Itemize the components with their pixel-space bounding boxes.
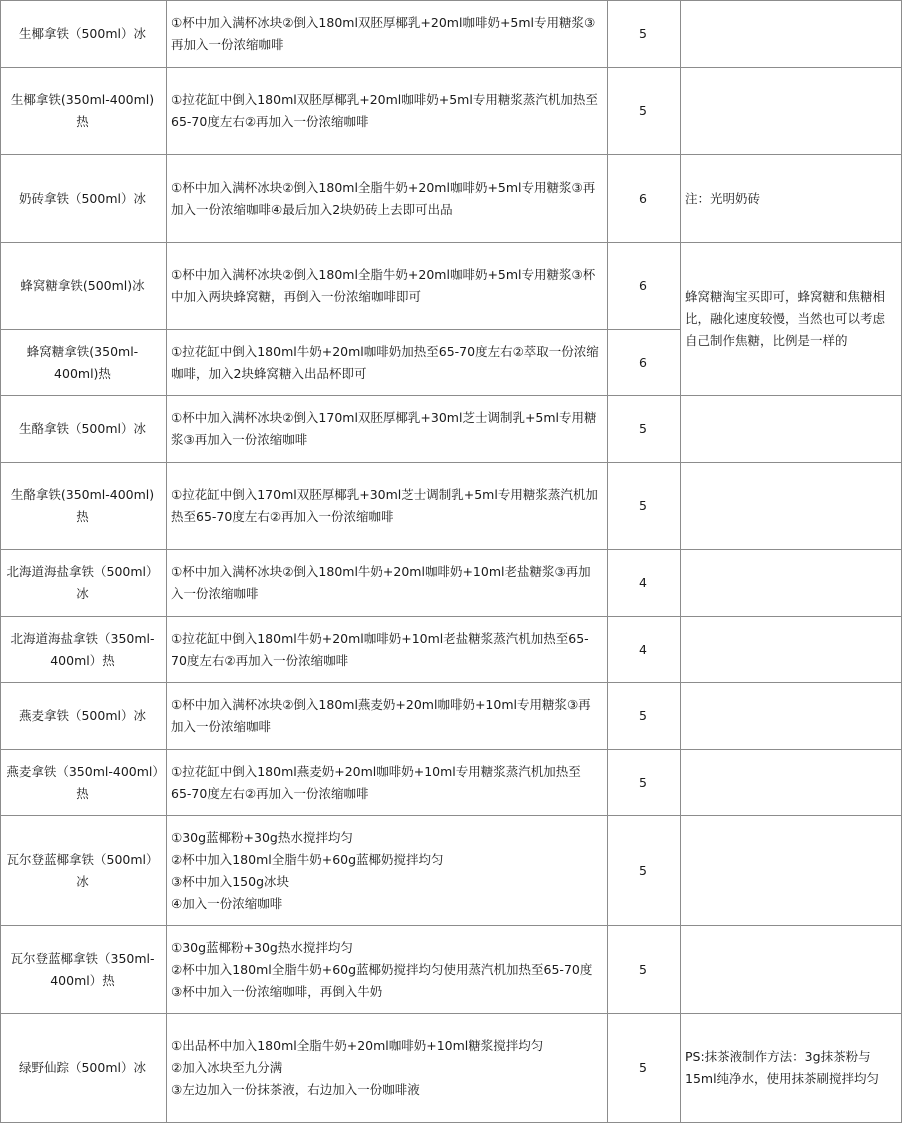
table-row bbox=[1, 816, 902, 926]
method-line: ①拉花缸中倒入180ml牛奶+20ml咖啡奶加热至65-70度左右②萃取一份浓缩咖啡，加入2块蜂窝糖入出品杯即可 bbox=[171, 343, 599, 381]
method-line: ②加入冰块至九分满 bbox=[171, 1060, 283, 1075]
method-line: ①杯中加入满杯冰块②倒入180ml全脂牛奶+20ml咖啡奶+5ml专用糖浆③杯中加入两块蜂窝糖，再倒入一份浓缩咖啡即可 bbox=[171, 267, 596, 304]
note-cell bbox=[681, 926, 902, 1014]
note-cell bbox=[681, 463, 902, 550]
method-line: ③左边加入一份抹茶液，右边加入一份咖啡液 bbox=[171, 1082, 420, 1097]
table-row bbox=[1, 155, 902, 243]
quantity-cell: 5 bbox=[608, 683, 681, 750]
method-cell bbox=[167, 155, 608, 243]
quantity-cell: 5 bbox=[608, 1, 681, 68]
method-cell bbox=[167, 396, 608, 463]
drink-name: 奶砖拿铁（500ml）冰 bbox=[1, 155, 167, 243]
method-line: ③杯中加入150g冰块 bbox=[171, 873, 289, 889]
method-line: ②杯中加入180ml全脂牛奶+60g蓝椰奶搅拌均匀使用蒸汽机加热至65-70度 bbox=[171, 961, 593, 977]
table-row bbox=[1, 683, 902, 750]
quantity-cell: 4 bbox=[608, 617, 681, 683]
method-line: ①杯中加入满杯冰块②倒入180ml燕麦奶+20ml咖啡奶+10ml专用糖浆③再加入一份浓缩咖啡 bbox=[171, 697, 591, 734]
quantity-cell: 5 bbox=[608, 816, 681, 926]
method-line: ①拉花缸中倒入180ml牛奶+20ml咖啡奶+10ml老盐糖浆蒸汽机加热至65-70度左右②再加入一份浓缩咖啡 bbox=[171, 630, 589, 668]
table-row bbox=[1, 1, 902, 68]
quantity-cell: 6 bbox=[608, 243, 681, 330]
quantity-cell: 6 bbox=[608, 155, 681, 243]
method-cell bbox=[167, 926, 608, 1014]
drink-name: 绿野仙踪（500ml）冰 bbox=[1, 1014, 167, 1123]
table-row bbox=[1, 750, 902, 816]
method-line: ①30g蓝椰粉+30g热水搅拌均匀 bbox=[171, 829, 353, 845]
method-line: ②杯中加入180ml全脂牛奶+60g蓝椰奶搅拌均匀 bbox=[171, 851, 444, 867]
table-row bbox=[1, 617, 902, 683]
method-cell bbox=[167, 68, 608, 155]
table-row bbox=[1, 68, 902, 155]
table-row bbox=[1, 463, 902, 550]
quantity-cell: 5 bbox=[608, 68, 681, 155]
note-cell bbox=[681, 550, 902, 617]
method-line: ①出品杯中加入180ml全脂牛奶+20ml咖啡奶+10ml糖浆搅拌均匀 bbox=[171, 1038, 544, 1053]
method-cell bbox=[167, 1014, 608, 1123]
note-cell bbox=[681, 750, 902, 816]
drink-name: 北海道海盐拿铁（350ml-400ml）热 bbox=[1, 617, 167, 683]
method-line: ①拉花缸中倒入180ml双胚厚椰乳+20ml咖啡奶+5ml专用糖浆蒸汽机加热至65-70度左右②再加入一份浓缩咖啡 bbox=[171, 92, 598, 129]
method-line: ④加入一份浓缩咖啡 bbox=[171, 895, 283, 911]
method-line: ①拉花缸中倒入170ml双胚厚椰乳+30ml芝士调制乳+5ml专用糖浆蒸汽机加热至65-70度左右②再加入一份浓缩咖啡 bbox=[171, 487, 598, 524]
note-cell: 蜂窝糖淘宝买即可，蜂窝糖和焦糖相比，融化速度较慢，当然也可以考虑自己制作焦糖，比例是一样的 bbox=[681, 243, 902, 396]
drink-name: 燕麦拿铁（350ml-400ml）热 bbox=[1, 750, 167, 816]
quantity-cell: 6 bbox=[608, 330, 681, 396]
table-row bbox=[1, 550, 902, 617]
drink-name: 生椰拿铁(350ml-400ml)热 bbox=[1, 68, 167, 155]
quantity-cell: 5 bbox=[608, 396, 681, 463]
drink-name: 瓦尔登蓝椰拿铁（350ml-400ml）热 bbox=[1, 926, 167, 1014]
table-row bbox=[1, 243, 902, 330]
method-cell bbox=[167, 550, 608, 617]
method-cell bbox=[167, 683, 608, 750]
quantity-cell: 5 bbox=[608, 926, 681, 1014]
quantity-cell: 5 bbox=[608, 750, 681, 816]
drink-name: 生酪拿铁（500ml）冰 bbox=[1, 396, 167, 463]
note-cell bbox=[681, 683, 902, 750]
quantity-cell: 4 bbox=[608, 550, 681, 617]
method-line: ①杯中加入满杯冰块②倒入180ml双胚厚椰乳+20ml咖啡奶+5ml专用糖浆③再加入一份浓缩咖啡 bbox=[171, 15, 596, 52]
method-cell bbox=[167, 330, 608, 396]
note-cell bbox=[681, 816, 902, 926]
method-cell bbox=[167, 750, 608, 816]
note-cell bbox=[681, 1, 902, 68]
drink-name: 生酪拿铁(350ml-400ml)热 bbox=[1, 463, 167, 550]
table-row bbox=[1, 1014, 902, 1123]
method-cell bbox=[167, 463, 608, 550]
note-cell: 注：光明奶砖 bbox=[681, 155, 902, 243]
drink-name: 北海道海盐拿铁（500ml）冰 bbox=[1, 550, 167, 617]
method-line: ③杯中加入一份浓缩咖啡，再倒入牛奶 bbox=[171, 983, 383, 999]
drink-name: 瓦尔登蓝椰拿铁（500ml）冰 bbox=[1, 816, 167, 926]
quantity-cell: 5 bbox=[608, 463, 681, 550]
note-cell bbox=[681, 396, 902, 463]
drink-name: 燕麦拿铁（500ml）冰 bbox=[1, 683, 167, 750]
table-row bbox=[1, 926, 902, 1014]
method-line: ①杯中加入满杯冰块②倒入180ml牛奶+20ml咖啡奶+10ml老盐糖浆③再加入一份浓缩咖啡 bbox=[171, 564, 591, 601]
note-cell bbox=[681, 617, 902, 683]
note-cell: PS:抹茶液制作方法：3g抹茶粉与15ml纯净水，使用抹茶刷搅拌均匀 bbox=[681, 1014, 902, 1123]
note-cell bbox=[681, 68, 902, 155]
method-cell bbox=[167, 617, 608, 683]
table-row bbox=[1, 396, 902, 463]
drink-name: 生椰拿铁（500ml）冰 bbox=[1, 1, 167, 68]
drink-name: 蜂窝糖拿铁(350ml-400ml)热 bbox=[1, 330, 167, 396]
method-line: ①杯中加入满杯冰块②倒入170ml双胚厚椰乳+30ml芝士调制乳+5ml专用糖浆③再加入一份浓缩咖啡 bbox=[171, 410, 597, 447]
method-line: ①30g蓝椰粉+30g热水搅拌均匀 bbox=[171, 939, 353, 955]
quantity-cell: 5 bbox=[608, 1014, 681, 1123]
drink-name: 蜂窝糖拿铁(500ml)冰 bbox=[1, 243, 167, 330]
method-line: ①拉花缸中倒入180ml燕麦奶+20ml咖啡奶+10ml专用糖浆蒸汽机加热至65-70度左右②再加入一份浓缩咖啡 bbox=[171, 763, 581, 801]
method-line: ①杯中加入满杯冰块②倒入180ml全脂牛奶+20ml咖啡奶+5ml专用糖浆③再加入一份浓缩咖啡④最后加入2块奶砖上去即可出品 bbox=[171, 179, 596, 217]
method-cell bbox=[167, 1, 608, 68]
method-cell bbox=[167, 243, 608, 330]
method-cell bbox=[167, 816, 608, 926]
